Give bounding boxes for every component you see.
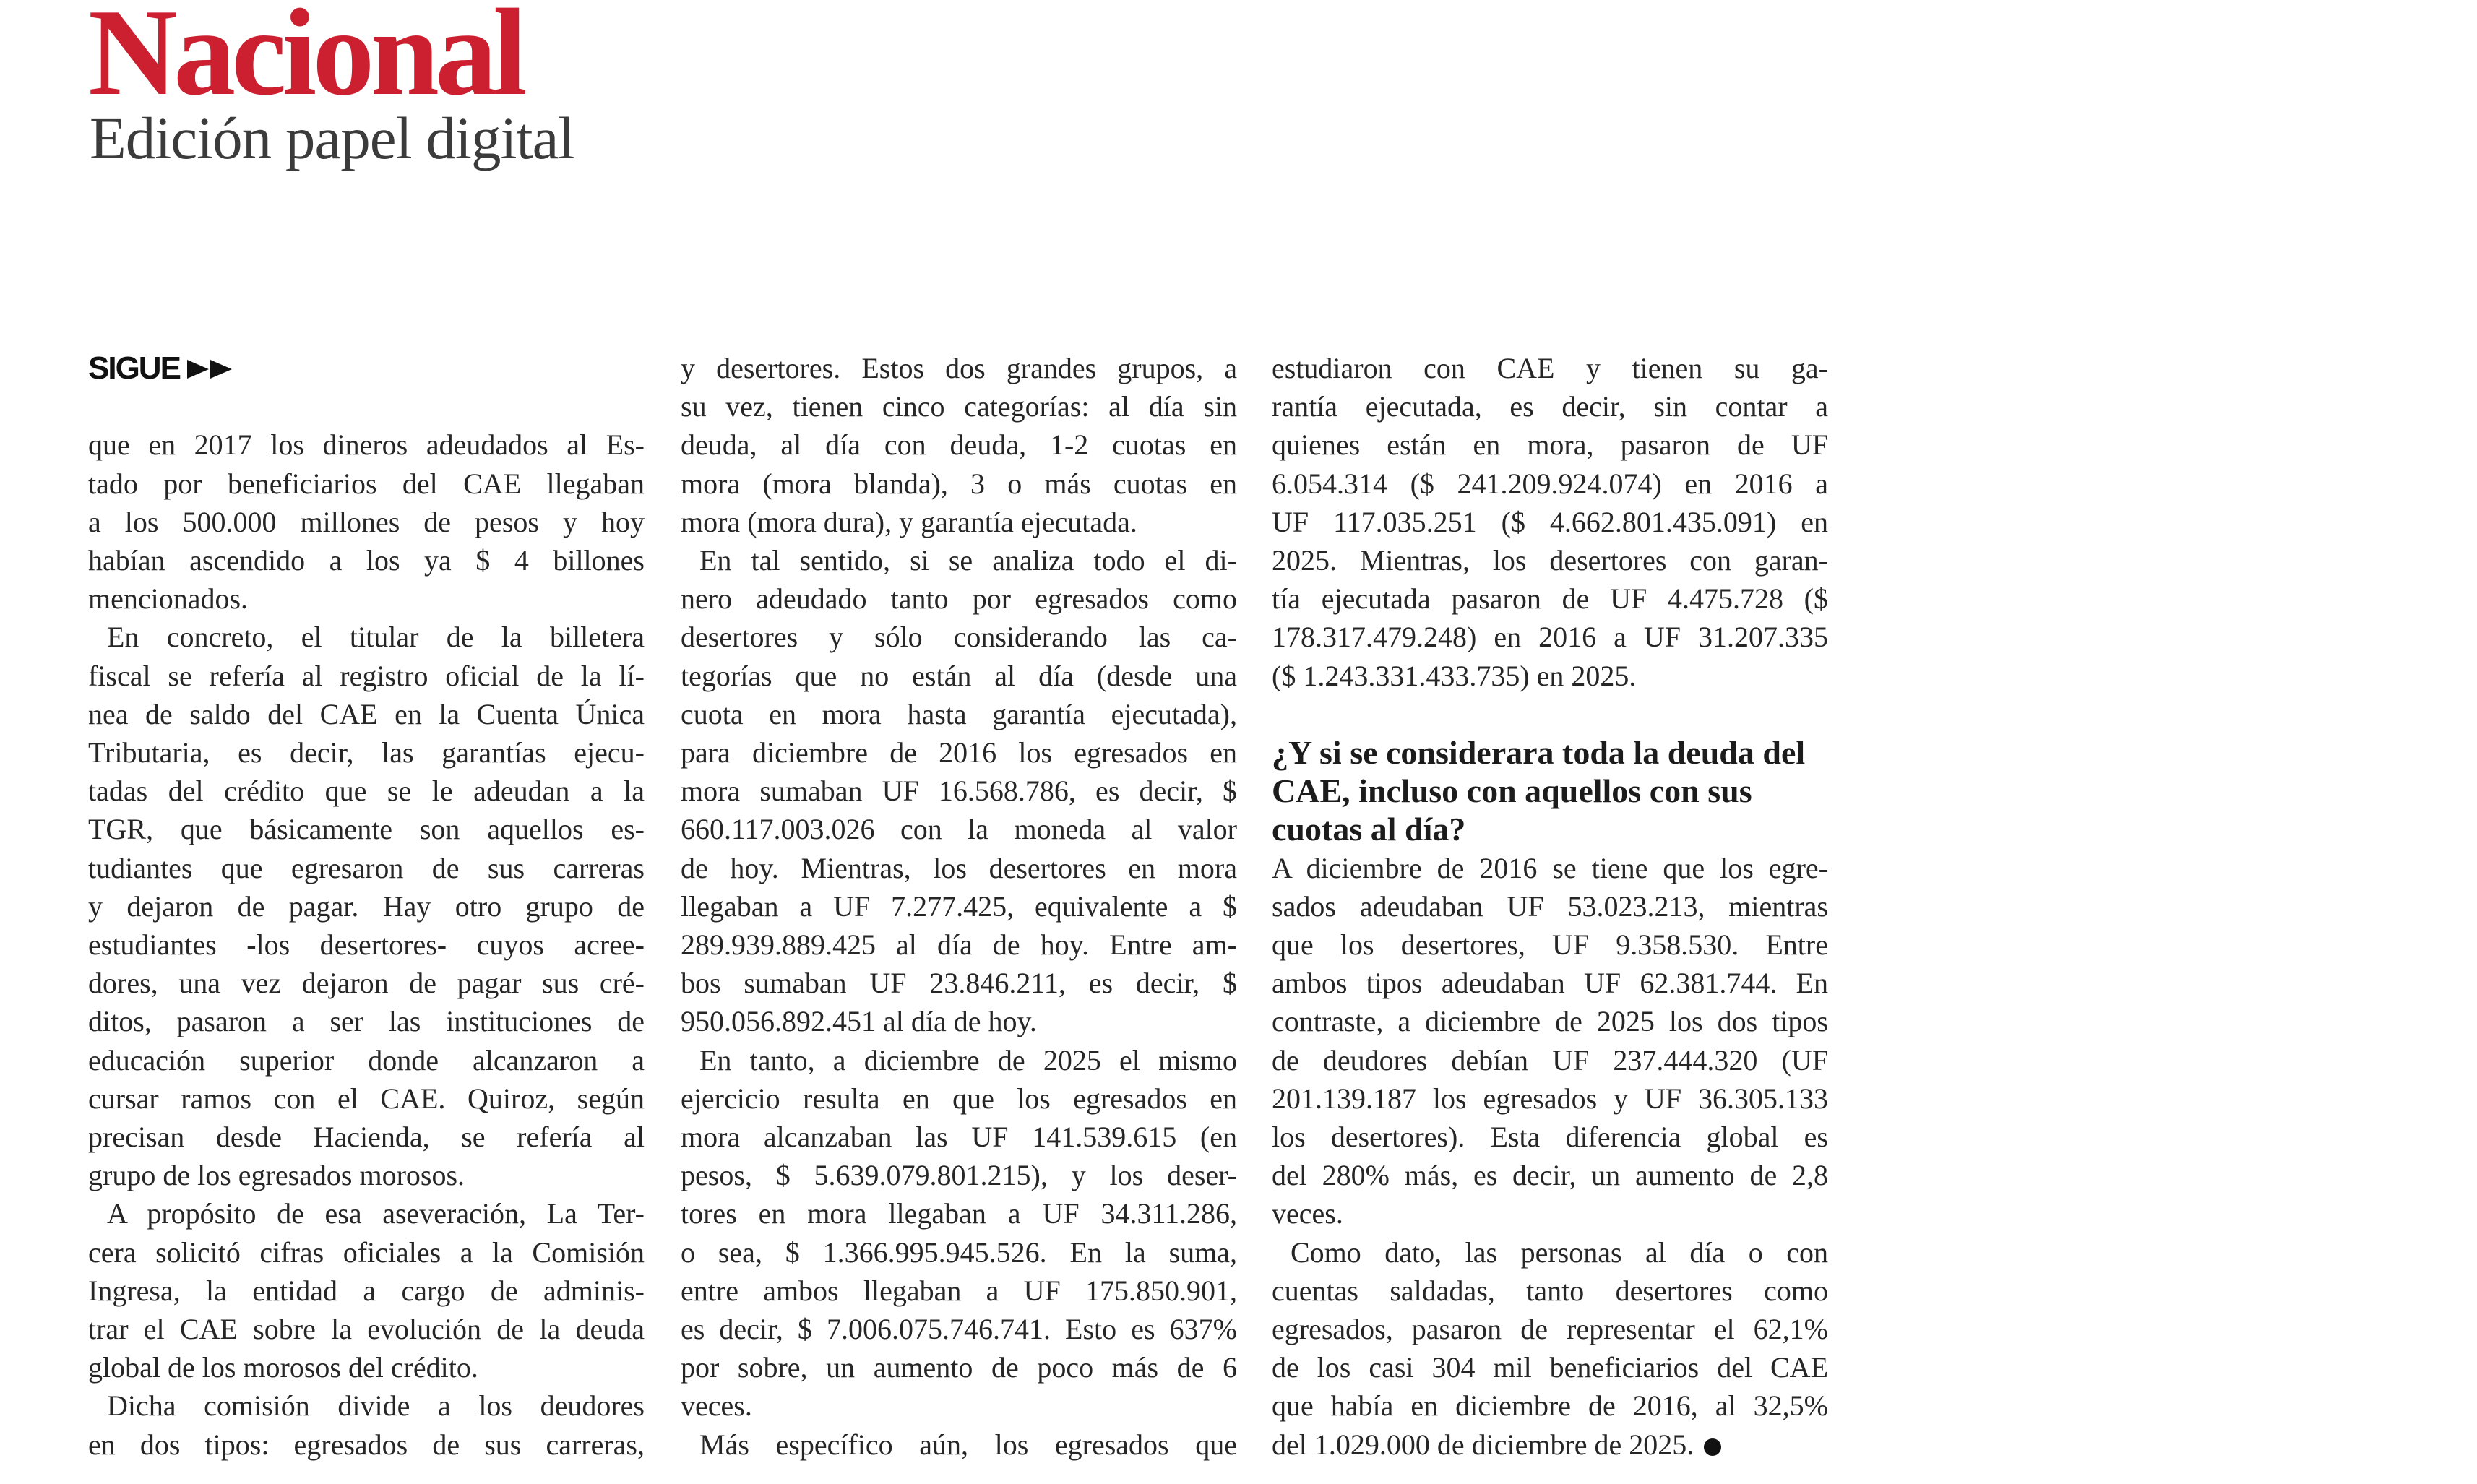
text-line: Como dato, las personas al día o con bbox=[1291, 1235, 1828, 1269]
paragraph bbox=[88, 426, 645, 618]
text-line: egresados, pasaron de representar el 62,1% bbox=[1272, 1313, 1828, 1346]
subheading-line: CAE, incluso con aquellos con sus bbox=[1272, 772, 1752, 810]
text-line: por sobre, un aumento de poco más de 6 bbox=[681, 1351, 1237, 1384]
article-column-2 bbox=[681, 349, 1237, 1464]
double-arrow-right-icon bbox=[187, 349, 233, 387]
text-line: deuda, al día con deuda, 1-2 cuotas en bbox=[681, 428, 1237, 462]
paragraph bbox=[88, 1194, 645, 1386]
text-line: es decir, $ 7.006.075.746.741. Esto es 637% bbox=[681, 1313, 1237, 1346]
text-line: de los casi 304 mil beneficiarios del CAE bbox=[1272, 1351, 1828, 1384]
paragraph bbox=[681, 1041, 1237, 1425]
text-line: y dejaron de pagar. Hay otro grupo de bbox=[88, 889, 645, 923]
paragraph bbox=[1272, 1233, 1828, 1464]
text-line: quienes están en mora, pasaron de UF bbox=[1272, 428, 1828, 462]
paragraph bbox=[88, 618, 645, 1194]
subheading-line: ¿Y si se considerara toda la deuda del bbox=[1272, 734, 1806, 772]
text-line: precisan desde Hacienda, se refería al bbox=[88, 1121, 645, 1154]
paragraph bbox=[1272, 849, 1828, 1233]
text-line: En tal sentido, si se analiza todo el di- bbox=[699, 544, 1237, 577]
text-line: cuota en mora hasta garantía ejecutada), bbox=[681, 697, 1237, 730]
continue-marker bbox=[88, 349, 645, 387]
text-line: mora (mora dura), y garantía ejecutada. bbox=[681, 505, 1137, 538]
text-line: tadas del crédito que se le adeudan a la bbox=[88, 775, 645, 808]
text-line: Más específico aún, los egresados que bbox=[699, 1428, 1237, 1461]
text-line bbox=[1272, 1425, 1828, 1464]
subheading bbox=[1272, 733, 1828, 849]
text-line: Tributaria, es decir, las garantías ejecu- bbox=[88, 736, 645, 769]
text-line: que había en diciembre de 2016, al 32,5% bbox=[1272, 1389, 1828, 1423]
end-mark-icon bbox=[1704, 1438, 1721, 1456]
text-line: a los 500.000 millones de pesos y hoy bbox=[88, 505, 645, 538]
text-line: En tanto, a diciembre de 2025 el mismo bbox=[699, 1043, 1237, 1077]
continue-label: SIGUE bbox=[88, 350, 180, 386]
article-column-3 bbox=[1272, 349, 1828, 1464]
text-line: dores, una vez dejaron de pagar sus cré- bbox=[88, 967, 645, 1000]
paragraph bbox=[681, 349, 1237, 541]
edition-subtitle: Edición papel digital bbox=[90, 105, 574, 171]
text-line: 289.939.889.425 al día de hoy. Entre am- bbox=[681, 928, 1237, 962]
text-line: llegaban a UF 7.277.425, equivalente a $ bbox=[681, 889, 1237, 923]
text-line: de deudores debían UF 237.444.320 (UF bbox=[1272, 1043, 1828, 1077]
text-line: cursar ramos con el CAE. Quiroz, según bbox=[88, 1082, 645, 1115]
text-line: los desertores). Esta diferencia global es bbox=[1272, 1121, 1828, 1154]
text-line: trar el CAE sobre la evolución de la deuda bbox=[88, 1313, 645, 1346]
text-line: mora (mora blanda), 3 o más cuotas en bbox=[681, 467, 1237, 500]
text-line: mora alcanzaban las UF 141.539.615 (en bbox=[681, 1121, 1237, 1154]
paragraph bbox=[1272, 349, 1828, 695]
text-line: Ingresa, la entidad a cargo de adminis- bbox=[88, 1274, 645, 1307]
text-line: 660.117.003.026 con la moneda al valor bbox=[681, 813, 1237, 846]
text-line: que en 2017 los dineros adeudados al Es- bbox=[88, 428, 645, 462]
text-line: ($ 1.243.331.433.735) en 2025. bbox=[1272, 659, 1637, 692]
text-line: rantía ejecutada, es decir, sin contar a bbox=[1272, 390, 1828, 423]
text-line: 178.317.479.248) en 2016 a UF 31.207.335 bbox=[1272, 621, 1828, 654]
text-line: veces. bbox=[681, 1389, 752, 1423]
paragraph bbox=[681, 1425, 1237, 1464]
text-line: global de los morosos del crédito. bbox=[88, 1351, 478, 1384]
text-line: veces. bbox=[1272, 1197, 1343, 1230]
text-line: 6.054.314 ($ 241.209.924.074) en 2016 a bbox=[1272, 467, 1828, 500]
text-line: A diciembre de 2016 se tiene que los egre- bbox=[1272, 851, 1828, 884]
subheading-line: cuotas al día? bbox=[1272, 811, 1466, 848]
text-line: En concreto, el titular de la billetera bbox=[107, 621, 645, 654]
text-line: educación superior donde alcanzaron a bbox=[88, 1043, 645, 1077]
text-line: estudiaron con CAE y tienen su ga- bbox=[1272, 352, 1828, 384]
paragraph bbox=[681, 541, 1237, 1041]
text-line: Dicha comisión divide a los deudores bbox=[107, 1389, 645, 1423]
text-line: contraste, a diciembre de 2025 los dos tipos bbox=[1272, 1005, 1828, 1038]
text-line: tores en mora llegaban a UF 34.311.286, bbox=[681, 1197, 1237, 1230]
text-line: tía ejecutada pasaron de UF 4.475.728 ($ bbox=[1272, 582, 1828, 616]
text-line: sados adeudaban UF 53.023.213, mientras bbox=[1272, 889, 1828, 923]
section-title: Nacional bbox=[88, 0, 523, 121]
text-line: para diciembre de 2016 los egresados en bbox=[681, 736, 1237, 769]
text-line: mencionados. bbox=[88, 582, 249, 616]
text-line: A propósito de esa aseveración, La Ter- bbox=[107, 1197, 645, 1230]
text-line: tegorías que no están al día (desde una bbox=[681, 659, 1237, 692]
text-line: nea de saldo del CAE en la Cuenta Única bbox=[88, 697, 645, 730]
text-line-content: del 1.029.000 de diciembre de 2025. bbox=[1272, 1428, 1694, 1461]
text-line: desertores y sólo considerando las ca- bbox=[681, 621, 1237, 654]
text-line: 2025. Mientras, los desertores con garan- bbox=[1272, 544, 1828, 577]
text-line: mora sumaban UF 16.568.786, es decir, $ bbox=[681, 775, 1237, 808]
article-column-1 bbox=[88, 349, 645, 1464]
text-line: ambos tipos adeudaban UF 62.381.744. En bbox=[1272, 967, 1828, 1000]
text-line: fiscal se refería al registro oficial de la lí- bbox=[88, 659, 645, 692]
text-line: grupo de los egresados morosos. bbox=[88, 1159, 465, 1192]
text-line: TGR, que básicamente son aquellos es- bbox=[88, 813, 645, 846]
text-line: tudiantes que egresaron de sus carreras bbox=[88, 851, 645, 884]
text-line: bos sumaban UF 23.846.211, es decir, $ bbox=[681, 967, 1237, 1000]
text-line: de hoy. Mientras, los desertores en mora bbox=[681, 851, 1237, 884]
text-line: su vez, tienen cinco categorías: al día sin bbox=[681, 390, 1237, 423]
paragraph bbox=[88, 1386, 645, 1463]
text-line: habían ascendido a los ya $ 4 billones bbox=[88, 543, 645, 577]
text-line: nero adeudado tanto por egresados como bbox=[681, 582, 1237, 616]
text-line: cuentas saldadas, tanto desertores como bbox=[1272, 1274, 1828, 1307]
text-line: o sea, $ 1.366.995.945.526. En la suma, bbox=[681, 1235, 1237, 1269]
text-line: tado por beneficiarios del CAE llegaban bbox=[88, 467, 645, 500]
text-line: que los desertores, UF 9.358.530. Entre bbox=[1272, 928, 1828, 962]
text-line: ditos, pasaron a ser las instituciones de bbox=[88, 1005, 645, 1038]
text-line: del 280% más, es decir, un aumento de 2,8 bbox=[1272, 1159, 1828, 1192]
text-line: 201.139.187 los egresados y UF 36.305.133 bbox=[1272, 1082, 1828, 1115]
text-line: UF 117.035.251 ($ 4.662.801.435.091) en bbox=[1272, 505, 1828, 538]
text-line: entre ambos llegaban a UF 175.850.901, bbox=[681, 1274, 1237, 1307]
text-line: en dos tipos: egresados de sus carreras, bbox=[88, 1428, 645, 1461]
text-line: ejercicio resulta en que los egresados en bbox=[681, 1082, 1237, 1115]
text-line: estudiantes -los desertores- cuyos acree- bbox=[88, 928, 645, 962]
text-line: pesos, $ 5.639.079.801.215), y los deser- bbox=[681, 1159, 1237, 1192]
text-line: 950.056.892.451 al día de hoy. bbox=[681, 1005, 1037, 1038]
text-line: y desertores. Estos dos grandes grupos, a bbox=[681, 352, 1237, 384]
text-line: cera solicitó cifras oficiales a la Comisión bbox=[88, 1235, 645, 1269]
